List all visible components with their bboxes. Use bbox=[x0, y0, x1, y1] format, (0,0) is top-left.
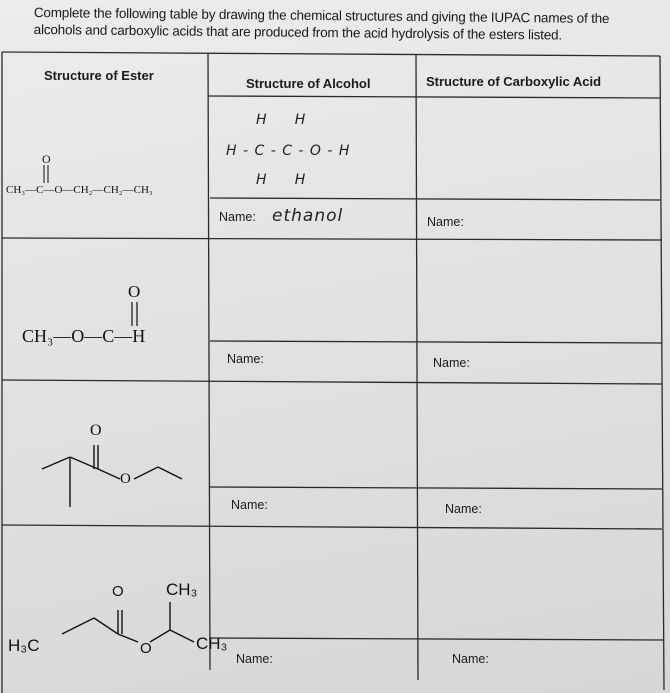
row4-ester-ring-o: O bbox=[140, 640, 152, 657]
row3-acid-name-label: Name: bbox=[445, 502, 482, 516]
row4-acid-name-label: Name: bbox=[452, 652, 489, 666]
header-ester: Structure of Ester bbox=[44, 68, 154, 83]
row1-alcohol-name-label: Name: bbox=[219, 210, 256, 224]
row2-ester-formula: CH₃—O—C—H bbox=[22, 326, 146, 346]
row3-ester-oxygen: O bbox=[90, 422, 102, 439]
row2-ester-double-bond bbox=[128, 302, 142, 328]
row2-alcohol-name-label: Name: bbox=[227, 352, 264, 366]
row2-ester-oxygen: O bbox=[128, 282, 141, 301]
row1-acid-name-label: Name: bbox=[427, 215, 464, 229]
row1-alcohol-name: ethanol bbox=[272, 206, 344, 226]
header-acid: Structure of Carboxylic Acid bbox=[426, 74, 602, 89]
row4-ester-h3c: H₃C bbox=[8, 636, 40, 655]
row1-alcohol-bottom-h: H H bbox=[256, 172, 307, 188]
row4-ester-ch3-top: CH₃ bbox=[166, 580, 198, 599]
row1-ester-double-bond bbox=[40, 165, 52, 185]
row4-ester-oxygen: O bbox=[112, 583, 124, 600]
row3-alcohol-name-label: Name: bbox=[231, 498, 268, 512]
row2-acid-name-label: Name: bbox=[433, 356, 470, 370]
row3-ester-ring-o: O bbox=[120, 471, 131, 487]
header-alcohol: Structure of Alcohol bbox=[246, 76, 371, 91]
row4-ester-ch3-right: CH₃ bbox=[196, 634, 228, 653]
row1-ester-formula: CH₃—C—O—CH₂—CH₂—CH₃ bbox=[6, 184, 153, 196]
row4-alcohol-name-label: Name: bbox=[236, 652, 273, 666]
row1-alcohol-top-h: H H bbox=[256, 112, 307, 128]
instructions-text: Complete the following table by drawing the chemical structures and giving the IUPAC names of the alcohols and carboxylic acids that are produced from the acid hydrolysis of the esters listed. bbox=[33, 4, 610, 43]
row4-ester-skeletal bbox=[50, 600, 220, 660]
row1-alcohol-chain: H - C - C - O - H bbox=[226, 143, 351, 159]
row3-ester-skeletal bbox=[30, 415, 200, 515]
row1-ester-oxygen: O bbox=[42, 152, 51, 166]
